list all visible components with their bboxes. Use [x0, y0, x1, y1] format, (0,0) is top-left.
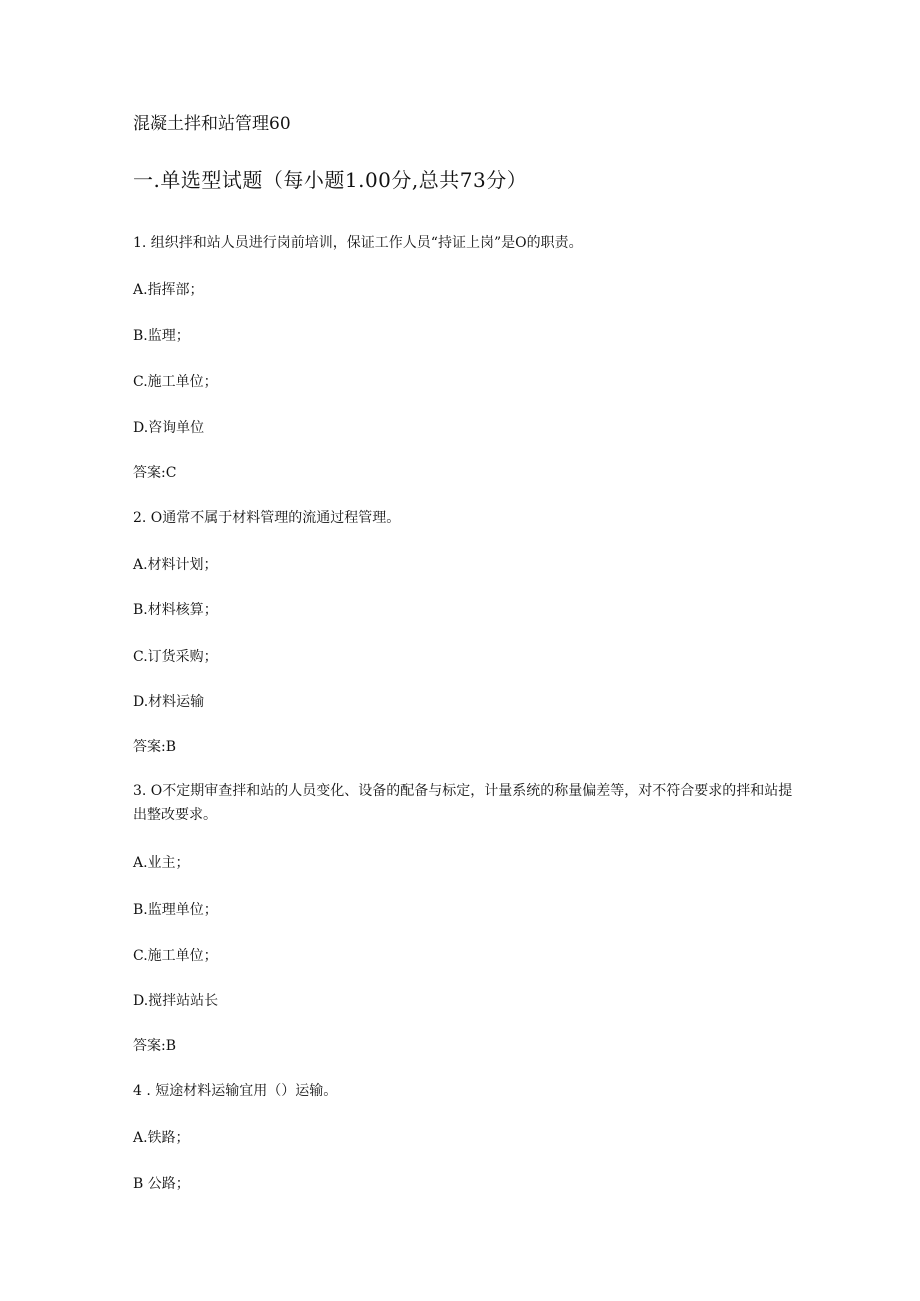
question-1-text: 1. 组织拌和站人员进行岗前培训，保证工作人员“持证上岗”是O的职责。	[133, 235, 583, 251]
question-4-text: 4 . 短途材料运输宜用（）运输。	[133, 1083, 338, 1099]
question-4-option-b: B 公路；	[133, 1176, 190, 1192]
question-2-option-c: C.订货采购；	[133, 649, 218, 665]
question-3-answer: 答案:B	[133, 1038, 177, 1054]
question-2-option-b: B.材料核算；	[133, 602, 218, 618]
question-2-option-a: A.材料计划；	[133, 557, 218, 573]
question-4-option-a: A.铁路；	[133, 1130, 190, 1146]
question-3-option-d: D.搅拌站站长	[133, 993, 219, 1009]
question-3-option-a: A.业主；	[133, 855, 190, 871]
question-1-option-c: C.施工单位；	[133, 374, 218, 390]
document-title: 混凝土拌和站管理60	[133, 114, 291, 134]
question-2-option-d: D.材料运输	[133, 694, 205, 710]
question-2-text: 2. O通常不属于材料管理的流通过程管理。	[133, 510, 401, 526]
question-3-text: 3. O不定期审查拌和站的人员变化、设备的配备与标定，计量系统的称量偏差等，对不符合要求的拌和站提出整改要求。	[133, 783, 793, 823]
question-3-option-b: B.监理单位；	[133, 902, 218, 918]
question-2-answer: 答案:B	[133, 739, 177, 755]
question-1-answer: 答案:C	[133, 465, 177, 481]
question-1-option-a: A.指挥部；	[133, 282, 204, 298]
question-1-option-b: B.监理；	[133, 328, 190, 344]
section-title: 一.单选型试题（每小题1.00分,总共73分）	[133, 168, 528, 192]
question-3-option-c: C.施工单位；	[133, 948, 218, 964]
question-1-option-d: D.咨询单位	[133, 420, 205, 436]
